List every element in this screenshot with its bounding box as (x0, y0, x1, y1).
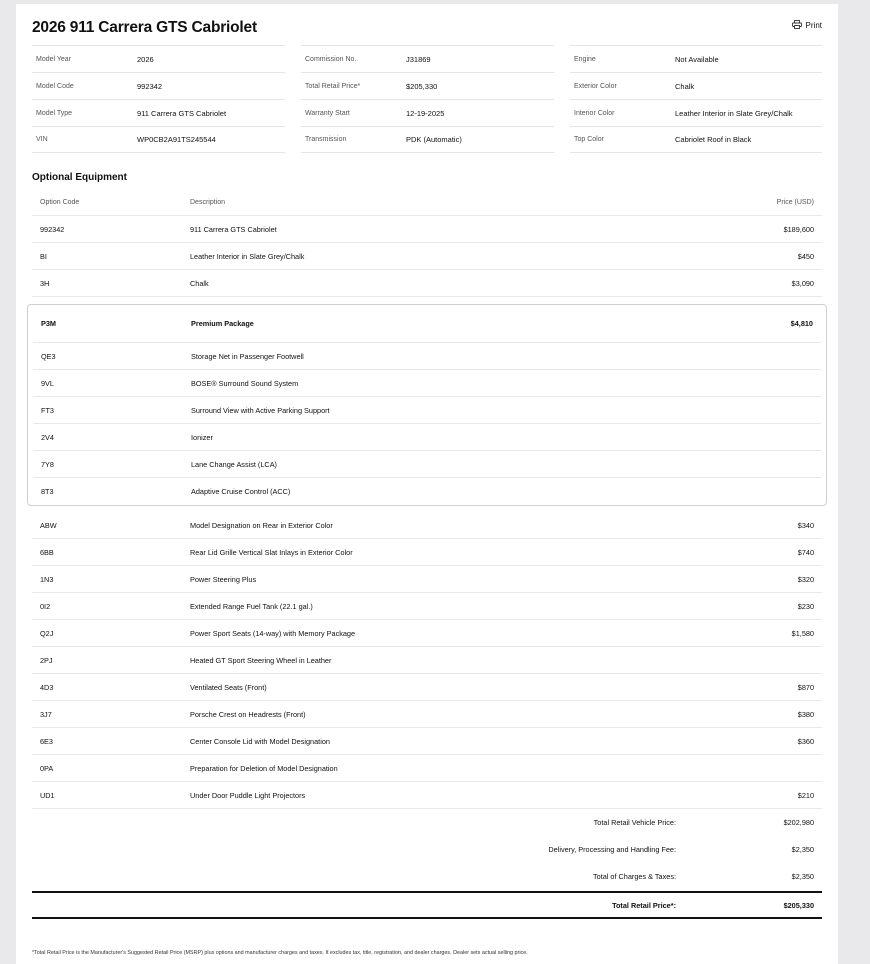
option-price: $230 (797, 601, 814, 611)
option-code: FT3 (41, 405, 54, 415)
option-row (32, 270, 822, 297)
option-row (32, 620, 822, 647)
spec-value: PDK (Automatic) (406, 135, 462, 144)
spec-value: Leather Interior in Slate Grey/Chalk (675, 108, 793, 118)
spec-value: J31869 (406, 54, 431, 64)
option-code: BI (40, 251, 47, 261)
option-code: 9VL (41, 378, 54, 388)
spec-label: Exterior Color (574, 82, 617, 90)
option-row (32, 566, 822, 593)
option-price: $450 (797, 251, 814, 261)
header-option-code: Option Code (40, 199, 80, 206)
option-description: Under Door Puddle Light Projectors (190, 790, 306, 800)
spec-cell (301, 99, 554, 126)
spec-value: WP0CB2A91TS245544 (137, 135, 216, 144)
option-row (32, 755, 822, 782)
option-code: UD1 (40, 790, 55, 800)
spec-label: Transmission (305, 136, 347, 143)
option-row (33, 478, 821, 505)
option-code: 4D3 (40, 682, 54, 692)
spec-label: Model Type (36, 109, 73, 117)
option-description: Extended Range Fuel Tank (22.1 gal.) (190, 601, 313, 611)
option-row (32, 216, 822, 243)
option-description: Surround View with Active Parking Support (191, 405, 330, 415)
total-final-row (32, 891, 822, 919)
option-code: 6BB (40, 547, 54, 557)
optional-equipment-table (32, 190, 822, 919)
option-price: $360 (797, 736, 814, 746)
total-label: Total of Charges & Taxes: (592, 872, 676, 881)
spec-cell (32, 45, 285, 72)
spec-label: Top Color (574, 136, 604, 143)
option-row (32, 243, 822, 270)
option-price: $1,580 (791, 628, 814, 638)
spec-label: Model Year (36, 55, 72, 63)
spec-cell (32, 126, 285, 153)
header-description: Description (190, 199, 226, 206)
option-code: 992342 (40, 224, 65, 234)
option-code: 0PA (40, 763, 54, 773)
spec-cell (570, 72, 822, 99)
total-label: Delivery, Processing and Handling Fee: (548, 845, 676, 854)
option-row (32, 674, 822, 701)
option-code: ABW (40, 520, 57, 530)
option-code: QE3 (41, 351, 56, 361)
spec-cell (301, 126, 554, 153)
spec-label: Total Retail Price* (305, 82, 361, 90)
option-description: Adaptive Cruise Control (ACC) (191, 487, 291, 496)
option-price: $740 (797, 547, 814, 557)
total-value: $2,350 (791, 845, 814, 854)
package-price: $4,810 (790, 319, 813, 328)
package-description: Premium Package (191, 319, 254, 328)
total-row (32, 809, 822, 836)
option-row (32, 512, 822, 539)
vehicle-specs-grid (32, 45, 822, 153)
print-button[interactable] (792, 20, 822, 31)
spec-value: $205,330 (406, 81, 438, 91)
option-row (33, 397, 821, 424)
option-code: 7Y8 (41, 459, 54, 469)
spec-cell (301, 45, 554, 72)
spec-label: Model Code (36, 82, 74, 90)
option-code: 3J7 (40, 709, 52, 719)
spec-value: 2026 (137, 54, 154, 64)
spec-value: Chalk (675, 81, 695, 91)
option-description: Center Console Lid with Model Designation (190, 736, 330, 746)
option-price: $380 (797, 709, 814, 719)
option-code: Q2J (40, 628, 54, 638)
option-price: $210 (797, 790, 814, 800)
total-row (32, 863, 822, 890)
option-description: Lane Change Assist (LCA) (191, 459, 277, 469)
spec-row (32, 99, 822, 126)
package-box (27, 304, 827, 506)
spec-row (32, 72, 822, 99)
spec-label: Interior Color (574, 109, 615, 117)
package-code: P3M (41, 319, 57, 328)
spec-value: 12-19-2025 (406, 108, 445, 118)
option-description: Preparation for Deletion of Model Designation (190, 763, 338, 773)
option-row (32, 539, 822, 566)
option-description: Heated GT Sport Steering Wheel in Leather (190, 655, 332, 665)
option-row (33, 424, 821, 451)
option-code: 0I2 (40, 601, 51, 611)
option-code: 8T3 (41, 487, 54, 496)
option-description: Power Sport Seats (14-way) with Memory Package (190, 628, 356, 638)
option-price: $320 (797, 574, 814, 584)
total-final-label: Total Retail Price*: (612, 900, 676, 910)
optional-equipment-title: Optional Equipment (32, 172, 127, 183)
option-description: Model Designation on Rear in Exterior Color (190, 520, 333, 530)
option-row (33, 370, 821, 397)
option-description: Chalk (190, 278, 209, 288)
option-description: Leather Interior in Slate Grey/Chalk (190, 251, 305, 261)
option-description: Porsche Crest on Headrests (Front) (190, 709, 306, 719)
spec-cell (570, 45, 822, 72)
printer-icon (792, 20, 802, 31)
total-value: $202,980 (783, 818, 814, 827)
option-row (33, 451, 821, 478)
option-row (32, 593, 822, 620)
spec-label: VIN (36, 136, 48, 143)
spec-value: 992342 (137, 81, 163, 91)
spec-value: 911 Carrera GTS Cabriolet (137, 108, 227, 118)
spec-cell (32, 99, 285, 126)
option-description: Ionizer (191, 432, 213, 442)
page-title: 2026 911 Carrera GTS Cabriolet (32, 19, 257, 36)
option-row (32, 782, 822, 809)
window-sheet (16, 4, 838, 964)
spec-cell (570, 99, 822, 126)
option-description: 911 Carrera GTS Cabriolet (190, 224, 277, 234)
option-description: Power Steering Plus (190, 574, 257, 584)
total-row (32, 836, 822, 863)
option-description: Rear Lid Grille Vertical Slat Inlays in Exterior Color (190, 547, 353, 557)
totals-section (32, 809, 822, 919)
option-code: 1N3 (40, 574, 54, 584)
spec-row (32, 45, 822, 72)
option-description: BOSE® Surround Sound System (191, 378, 299, 388)
spec-label: Engine (574, 55, 596, 63)
option-row (32, 701, 822, 728)
footnote: *Total Retail Price is the Manufacturer's Suggested Retail Price (MSRP) plus options and manufacturer charges and taxes. It excludes tax, title, registration, and dealer charges. Dealer sets actual selling price. (32, 950, 528, 956)
spec-cell (570, 126, 822, 153)
total-value: $2,350 (791, 872, 814, 881)
table-header (32, 190, 822, 216)
spec-label: Warranty Start (305, 109, 350, 117)
spec-label: Commission No. (305, 55, 357, 63)
option-description: Ventilated Seats (Front) (190, 682, 267, 692)
option-row (32, 728, 822, 755)
total-final-value: $205,330 (783, 900, 814, 910)
option-price: $3,090 (791, 278, 814, 288)
header-price: Price (USD) (776, 199, 814, 206)
total-label: Total Retail Vehicle Price: (593, 818, 676, 827)
spec-value: Not Available (675, 54, 719, 64)
option-price: $189,600 (783, 224, 814, 234)
package-row (33, 305, 821, 343)
option-row (32, 647, 822, 674)
option-price: $340 (797, 520, 814, 530)
option-description: Storage Net in Passenger Footwell (191, 351, 304, 361)
spec-cell (32, 72, 285, 99)
spec-cell (301, 72, 554, 99)
option-row (33, 343, 821, 370)
spec-row (32, 126, 822, 153)
option-price: $870 (797, 682, 814, 692)
option-code: 2PJ (40, 655, 53, 665)
option-code: 2V4 (41, 432, 54, 442)
option-code: 6E3 (40, 736, 53, 746)
option-code: 3H (40, 278, 50, 288)
print-label: Print (805, 21, 822, 30)
spec-value: Cabriolet Roof in Black (675, 135, 752, 144)
